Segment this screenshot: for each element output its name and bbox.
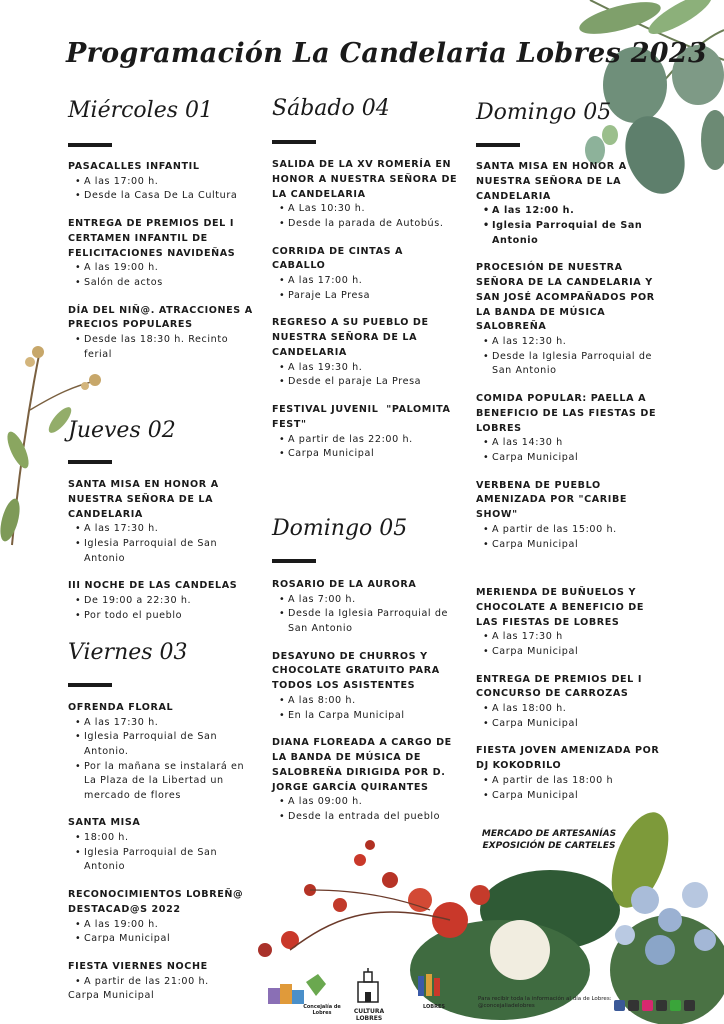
event-detail: • 18:00 h. xyxy=(68,831,256,846)
facebook-icon[interactable] xyxy=(614,1000,625,1011)
event xyxy=(476,673,664,732)
footer-info xyxy=(478,996,612,1010)
concejalia-logo-text: Concejalía de Lobres xyxy=(303,1004,341,1016)
event-detail: • A las 12:00 h. xyxy=(476,204,664,219)
event-detail: • A las 7:00 h. xyxy=(272,593,460,608)
event-title: III NOCHE DE LAS CANDELAS xyxy=(68,580,238,592)
event-title: ROSARIO DE LA AURORA xyxy=(272,579,417,590)
divider xyxy=(272,140,316,144)
day-heading-domingo: Domingo 05 xyxy=(272,516,408,541)
event-detail: • Carpa Municipal xyxy=(68,932,256,947)
banner-line: EXPOSICIÓN DE CARTELES xyxy=(482,841,616,851)
event-detail: • A partir de las 18:00 h xyxy=(476,774,664,789)
page-title: Programación La Candelaria Lobres 2023 xyxy=(66,38,708,69)
event-detail: • A partir de las 21:00 h. xyxy=(68,975,256,990)
event xyxy=(272,403,460,462)
event-detail: • A las 18:00 h. xyxy=(476,702,664,717)
event xyxy=(68,960,256,1004)
event-list xyxy=(272,158,460,475)
event-title: FESTIVAL JUVENIL "PALOMITA FEST" xyxy=(272,403,455,430)
event-detail: • A las 17:30 h. xyxy=(68,522,256,537)
event-detail: • A las 14:30 h xyxy=(476,436,664,451)
event-detail: • Carpa Municipal xyxy=(476,645,664,660)
day-heading-sabado: Sábado 04 xyxy=(272,96,390,121)
event-title: COMIDA POPULAR: PAELLA A BENEFICIO DE LAS FIESTAS DE LOBRES xyxy=(476,392,657,434)
event-detail: • Iglesia Parroquial de San Antonio xyxy=(476,219,664,248)
event-detail: • Iglesia Parroquial de San Antonio. xyxy=(68,730,256,759)
day-heading-jueves: Jueves 02 xyxy=(68,418,176,443)
event-detail: • Carpa Municipal xyxy=(476,538,664,553)
event-list xyxy=(272,578,460,838)
event-title: VERBENA DE PUEBLO AMENIZADA POR "CARIBE SHOW" xyxy=(476,479,628,521)
event xyxy=(68,816,256,875)
event-detail: • Desde la Iglesia Parroquial de San Antonio xyxy=(272,607,460,636)
event-detail: • Desde la parada de Autobús. xyxy=(272,217,460,232)
divider xyxy=(68,460,112,464)
event-title: SANTA MISA EN HONOR A NUESTRA SEÑORA DE LA CANDELARIA xyxy=(68,479,219,520)
event-detail: • A las 17:30 h xyxy=(476,630,664,645)
event xyxy=(272,245,460,304)
event-detail: • Carpa Municipal xyxy=(476,789,664,804)
event-detail: Carpa Municipal xyxy=(68,990,155,1002)
event xyxy=(476,586,664,660)
lobres-flag-icon xyxy=(412,972,456,1002)
event-detail: • A partir de las 22:00 h. xyxy=(272,433,460,448)
qr-code-icon xyxy=(628,1000,639,1011)
qr-code-icon xyxy=(656,1000,667,1011)
event-title: OFRENDA FLORAL xyxy=(68,702,174,713)
social-icons xyxy=(614,1000,695,1011)
day-heading-miercoles: Miércoles 01 xyxy=(68,98,213,123)
event-title: MERIENDA DE BUÑUELOS Y CHOCOLATE A BENEFICIO DE LAS FIESTAS DE LOBRES xyxy=(476,587,645,628)
event-title: DESAYUNO DE CHURROS Y CHOCOLATE GRATUITO PARA TODOS LOS ASISTENTES xyxy=(272,650,440,692)
event-title: FIESTA VIERNES NOCHE xyxy=(68,960,208,972)
event-detail: • Carpa Municipal xyxy=(476,717,664,732)
event-detail: • A las 09:00 h. xyxy=(272,795,460,810)
event-title: ENTREGA DE PREMIOS DEL I CERTAMEN INFANTIL DE FELICITACIONES NAVIDEÑAS xyxy=(68,217,236,259)
event-detail: • A las 19:00 h. xyxy=(68,918,256,933)
event xyxy=(68,579,256,623)
divider xyxy=(68,143,112,147)
instagram-icon[interactable] xyxy=(642,1000,653,1011)
event xyxy=(476,261,664,379)
cultura-church-icon xyxy=(354,968,382,1004)
event xyxy=(476,744,664,803)
event xyxy=(272,650,460,724)
event xyxy=(68,160,256,204)
event xyxy=(272,736,460,824)
event-title: FIESTA JOVEN AMENIZADA POR DJ KOKODRILO xyxy=(476,745,660,772)
qr-code-icon xyxy=(684,1000,695,1011)
event xyxy=(272,578,460,637)
event-title: RECONOCIMIENTOS LOBREÑ@ DESTACAD@S 2022 xyxy=(68,888,244,915)
divider xyxy=(476,143,520,147)
event xyxy=(68,217,256,291)
event-detail: • Paraje La Presa xyxy=(272,289,460,304)
event-detail: • Carpa Municipal xyxy=(272,447,460,462)
event-detail: • Desde la Iglesia Parroquial de San Antonio xyxy=(476,350,664,379)
event xyxy=(272,158,460,232)
event-detail: • En la Carpa Municipal xyxy=(272,709,460,724)
event-detail: • Por todo el pueblo xyxy=(68,609,256,624)
event-detail: • A Las 10:30 h. xyxy=(272,202,460,217)
event-title: SALIDA DE LA XV ROMERÍA EN HONOR A NUESTRA SEÑORA DE LA CANDELARIA xyxy=(272,159,458,200)
event xyxy=(476,392,664,466)
divider xyxy=(272,559,316,563)
event xyxy=(68,304,256,363)
event-title: REGRESO A SU PUEBLO DE NUESTRA SEÑORA DE LA CANDELARIA xyxy=(272,317,429,358)
event-title: PASACALLES INFANTIL xyxy=(68,161,200,172)
footer-handle: @concejaliadelobres xyxy=(478,1003,535,1009)
cultura-logo-text: CULTURA LOBRES xyxy=(353,1008,385,1022)
event-title: SANTA MISA EN HONOR A NUESTRA SEÑORA DE LA CANDELARIA xyxy=(476,161,627,202)
event-detail: • Desde las 18:30 h. Recinto ferial xyxy=(68,333,256,362)
event-detail: • A las 19:30 h. xyxy=(272,361,460,376)
event-detail: • A partir de las 15:00 h. xyxy=(476,523,664,538)
event-list xyxy=(68,478,256,636)
lobres-logo-text: LOBRES xyxy=(423,1004,445,1010)
event-title: DIANA FLOREADA A CARGO DE LA BANDA DE MÚSICA DE SALOBREÑA DIRIGIDA POR D. JORGE GARCÍA QUIRANTES xyxy=(272,737,452,793)
event-detail: • A las 19:00 h. xyxy=(68,261,256,276)
event-detail: • A las 8:00 h. xyxy=(272,694,460,709)
event xyxy=(68,701,256,803)
event-list xyxy=(476,160,664,816)
divider xyxy=(68,683,112,687)
event-detail: • Por la mañana se instalará en La Plaza de la Libertad un mercado de flores xyxy=(68,760,256,804)
event-detail: • A las 17:00 h. xyxy=(68,175,256,190)
footer-info-line: Para recibir toda la información al día de Lobres: xyxy=(478,996,612,1002)
event-title: ENTREGA DE PREMIOS DEL I CONCURSO DE CARROZAS xyxy=(476,673,642,700)
event-detail: • Carpa Municipal xyxy=(476,451,664,466)
banner-line: MERCADO DE ARTESANÍAS xyxy=(481,829,617,839)
day-heading-viernes: Viernes 03 xyxy=(68,640,188,665)
event-detail: • A las 12:30 h. xyxy=(476,335,664,350)
event-title: CORRIDA DE CINTAS A CABALLO xyxy=(272,245,404,272)
event-detail: • De 19:00 a 22:30 h. xyxy=(68,594,256,609)
event-list xyxy=(68,160,256,375)
event-detail: • Desde el paraje La Presa xyxy=(272,375,460,390)
event-detail: • Iglesia Parroquial de San Antonio xyxy=(68,537,256,566)
event xyxy=(272,316,460,390)
day-heading-domingo: Domingo 05 xyxy=(476,100,612,125)
event xyxy=(68,888,256,947)
event xyxy=(476,479,664,553)
event-title: DÍA DEL NIÑ@. ATRACCIONES A PRECIOS POPULARES xyxy=(68,304,253,331)
event-title: PROCESIÓN DE NUESTRA SEÑORA DE LA CANDELARIA Y SAN JOSÉ ACOMPAÑADOS POR LA BANDA DE MÚSICA SALOBREÑA xyxy=(476,262,655,333)
event-detail: • A las 17:30 h. xyxy=(68,716,256,731)
market-banner xyxy=(474,828,624,852)
event-detail: • Desde la entrada del pueblo xyxy=(272,810,460,825)
event-list xyxy=(68,701,256,1017)
event-detail: • Desde la Casa De La Cultura xyxy=(68,189,256,204)
event-detail: • A las 17:00 h. xyxy=(272,274,460,289)
event xyxy=(476,160,664,248)
youtube-icon[interactable] xyxy=(670,1000,681,1011)
event-detail: • Salón de actos xyxy=(68,276,256,291)
event xyxy=(68,478,256,566)
event-title: SANTA MISA xyxy=(68,817,141,829)
event-detail: • Iglesia Parroquial de San Antonio xyxy=(68,846,256,875)
